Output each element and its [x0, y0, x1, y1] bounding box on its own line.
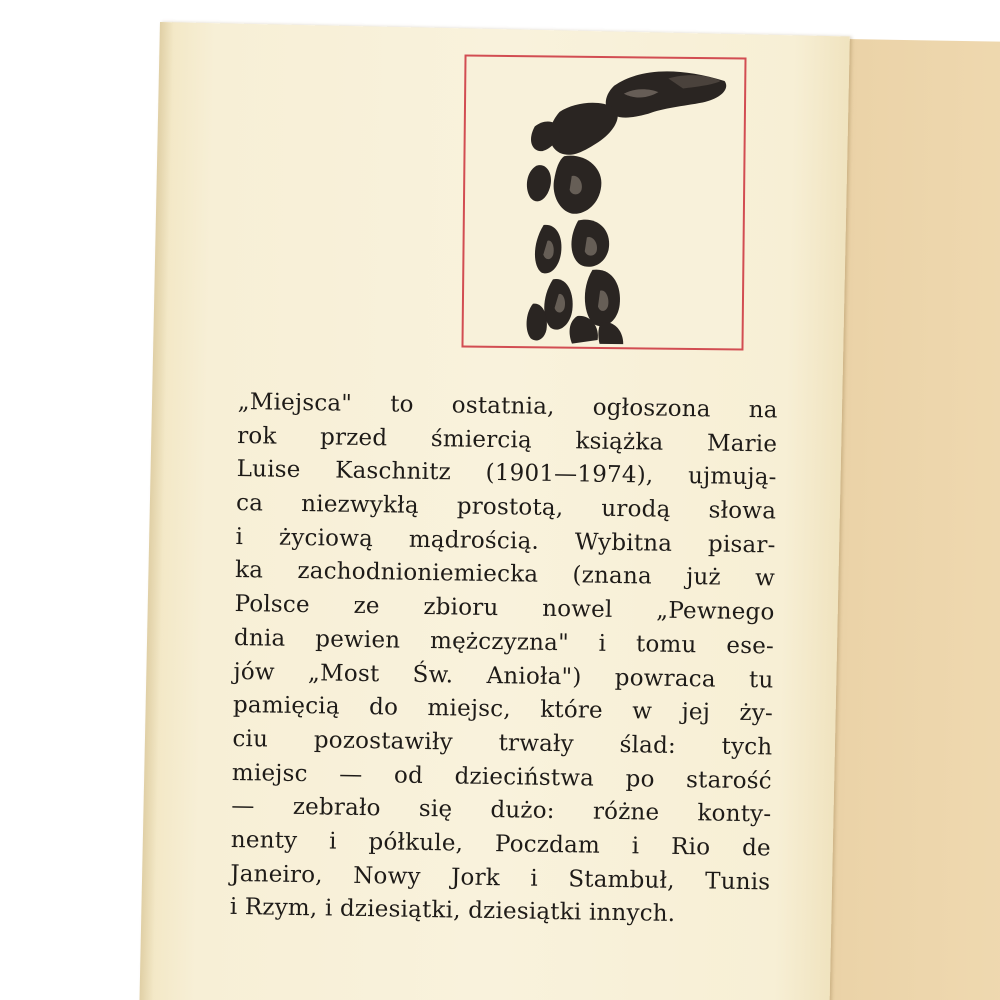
- text-line: i życiową mądrością. Wybitna pisar-: [235, 523, 776, 559]
- text-line: ca niezwykłą prostotą, urodą słowa: [235, 490, 777, 525]
- text-line: pamięcią do miejsc, które w jej ży-: [232, 692, 774, 727]
- text-line: i Rzym, i dziesiątki, dziesiątki innych.: [229, 894, 676, 928]
- text-line: Luise Kaschnitz (1901—1974), ujmują-: [236, 456, 777, 491]
- text-line: ciu pozostawiły trwały ślad: tych: [232, 725, 773, 761]
- text-line: — zebrało się dużo: różne konty-: [231, 793, 772, 828]
- text-line: miejsc — od dzieciństwa po starość: [231, 759, 773, 794]
- text-line: jów „Most Św. Anioła") powraca tu: [233, 658, 774, 693]
- text-line: dnia pewien mężczyzna" i tomu ese-: [233, 624, 775, 660]
- winged-victory-sculpture-icon: [463, 57, 744, 349]
- text-line: nenty i półkule, Poczdam i Rio de: [230, 826, 772, 862]
- text-line: rok przed śmiercią książka Marie: [237, 422, 778, 458]
- text-line: Polsce ze zbioru nowel „Pewnego: [234, 591, 775, 626]
- text-line: Janeiro, Nowy Jork i Stambuł, Tunis: [230, 860, 771, 896]
- text-line: ka zachodnioniemiecka (znana już w: [234, 557, 776, 592]
- text-line: „Miejsca" to ostatnia, ogłoszona na: [237, 388, 778, 424]
- cover-illustration-frame: [461, 55, 746, 351]
- book-description-text: [230, 386, 778, 933]
